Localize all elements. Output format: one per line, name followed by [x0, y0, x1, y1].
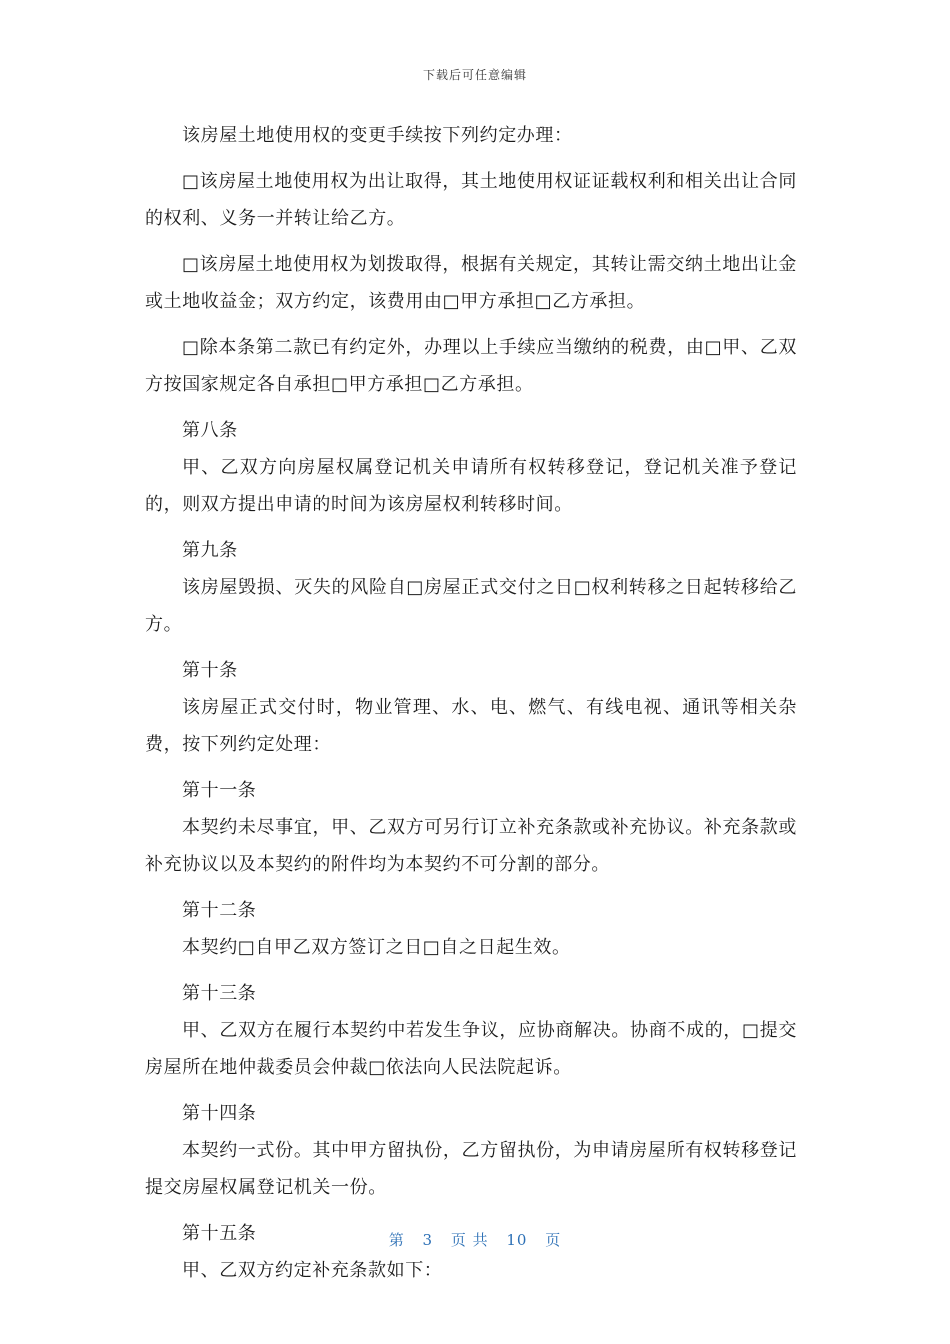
paragraph-17: 本契约一式份。其中甲方留执份，乙方留执份，为申请房屋所有权转移登记提交房屋权属登记机关一份。 — [145, 1140, 797, 1198]
footer-label-page: 第 — [388, 1231, 405, 1249]
paragraph-5: 甲、乙双方向房屋权属登记机关申请所有权转移登记，登记机关准予登记的，则双方提出申请的时间为该房屋权利转移时间。 — [145, 457, 797, 515]
paragraph-7: 该房屋毁损、灭失的风险自□房屋正式交付之日□权利转移之日起转移给乙方。 — [145, 577, 797, 635]
footer-label-end: 页 — [545, 1231, 562, 1249]
page-footer — [0, 1229, 950, 1250]
paragraph-11: 本契约未尽事宜，甲、乙双方可另行订立补充条款或补充协议。补充条款或补充协议以及本契约的附件均为本契约不可分割的部分。 — [145, 817, 797, 875]
article-heading-14: 第十四条 — [182, 1103, 257, 1124]
paragraph-0: 该房屋土地使用权的变更手续按下列约定办理： — [182, 125, 573, 146]
article-heading-9: 第九条 — [182, 540, 238, 561]
article-heading-10: 第十条 — [182, 660, 238, 681]
footer-total-pages: 10 — [506, 1231, 528, 1249]
paragraph-15: 甲、乙双方在履行本契约中若发生争议，应协商解决。协商不成的，□提交房屋所在地仲裁委员会仲裁□依法向人民法院起诉。 — [145, 1020, 797, 1078]
article-heading-11: 第十一条 — [182, 780, 257, 801]
footer-label-of: 页 共 — [450, 1231, 489, 1249]
paragraph-19: 甲、乙双方约定补充条款如下： — [182, 1260, 443, 1281]
paragraph-1: □该房屋土地使用权为出让取得，其土地使用权证证载权利和相关出让合同的权利、义务一并转让给乙方。 — [145, 171, 797, 229]
article-heading-15: 第十五条 — [182, 1223, 257, 1244]
paragraph-2: □该房屋土地使用权为划拨取得，根据有关规定，其转让需交纳土地出让金或土地收益金；双方约定，该费用由□甲方承担□乙方承担。 — [145, 254, 797, 312]
paragraph-13: 本契约□自甲乙双方签订之日□自之日起生效。 — [182, 937, 571, 958]
article-heading-12: 第十二条 — [182, 900, 257, 921]
paragraph-3: □除本条第二款已有约定外，办理以上手续应当缴纳的税费，由□甲、乙双方按国家规定各自承担□甲方承担□乙方承担。 — [145, 337, 797, 395]
article-heading-13: 第十三条 — [182, 983, 257, 1004]
footer-current-page: 3 — [422, 1231, 434, 1249]
article-heading-8: 第八条 — [182, 420, 238, 441]
header-note: 下载后可任意编辑 — [422, 68, 527, 82]
paragraph-9: 该房屋正式交付时，物业管理、水、电、燃气、有线电视、通讯等相关杂费，按下列约定处理： — [145, 697, 797, 755]
document-body — [145, 117, 797, 1298]
